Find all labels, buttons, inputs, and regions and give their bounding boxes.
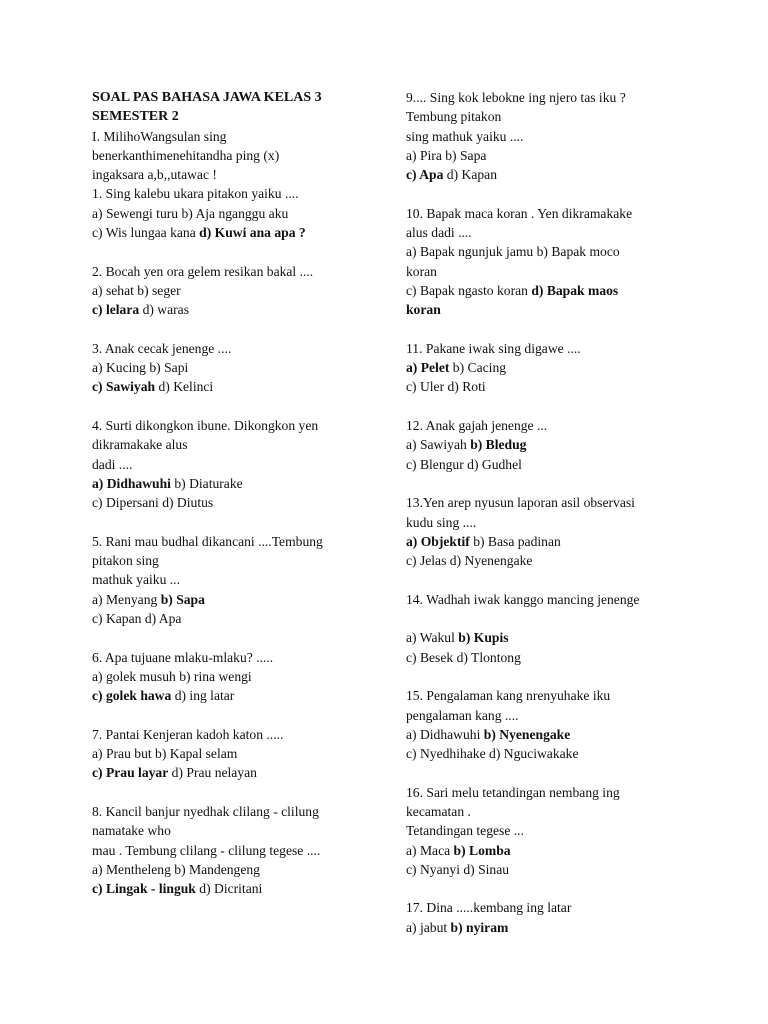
question-16: Tetandingan tegese ... [406,823,524,839]
question-13: 13.Yen arep nyusun laporan asil observasi [406,495,635,511]
document-subtitle: SEMESTER 2 [92,109,179,125]
question-14: 14. Wadhah iwak kanggo mancing jenenge [406,591,640,607]
question-5: 5. Rani mau budhal dikancani ....Tembung [92,533,323,549]
instruction-line: I. MilihoWangsulan sing [92,128,227,144]
instruction-line: ingaksara a,b,,utawac ! [92,167,217,183]
question-6-options: c) golek hawa d) ing latar [92,688,235,704]
question-13-options: c) Jelas d) Nyenengake [406,553,533,569]
question-5-options: a) Menyang b) Sapa [92,591,205,607]
question-13-options: a) Objektif b) Basa padinan [406,533,561,549]
question-5: pitakon sing [92,553,159,569]
question-7-options: a) Prau but b) Kapal selam [92,746,238,762]
question-9-options: c) Apa d) Kapan [406,167,497,183]
question-7: 7. Pantai Kenjeran kadoh katon ..... [92,726,284,742]
question-12-options: a) Sawiyah b) Bledug [406,437,527,453]
question-10-options [406,300,696,319]
answer-key: b) nyiram [450,919,509,935]
answer-key: b) Nyenengake [483,726,571,742]
right-column [406,88,696,937]
answer-key: b) Bledug [470,437,527,453]
question-6: 6. Apa tujuane mlaku-mlaku? ..... [92,649,274,665]
question-16: kecamatan . [406,803,471,819]
question-13: kudu sing .... [406,514,477,530]
question-10-options: a) Bapak ngunjuk jamu b) Bapak moco [406,244,620,260]
question-9: sing mathuk yaiku .... [406,128,524,144]
question-5: mathuk yaiku ... [92,572,180,588]
question-4-options: c) Dipersani d) Diutus [92,495,214,511]
left-column [92,88,378,898]
question-8-options: c) Lingak - linguk d) Dicritani [92,881,263,897]
question-11: 11. Pakane iwak sing digawe .... [406,340,581,356]
question-15: 15. Pengalaman kang nrenyuhake iku [406,688,611,704]
answer-key: a) Objektif [406,533,470,549]
question-11-options: c) Uler d) Roti [406,379,486,395]
question-1: 1. Sing kalebu ukara pitakon yaiku .... [92,186,299,202]
question-7-options: c) Prau layar d) Prau nelayan [92,765,257,781]
question-11-options: a) Pelet b) Cacing [406,360,507,376]
question-9: Tembung pitakon [406,109,502,125]
question-8: 8. Kancil banjur nyedhak clilang - clilung [92,803,319,819]
question-8: namatake who [92,823,171,839]
question-14-options: a) Wakul b) Kupis [406,630,509,646]
question-4-options: a) Didhawuhi b) Diaturake [92,475,243,491]
question-4: dadi .... [92,456,133,472]
answer-key: b) Sapa [160,591,205,607]
question-9: 9.... Sing kok lebokne ing njero tas iku ? [406,90,626,105]
answer-key: c) golek hawa [92,688,172,704]
question-17-options: a) jabut b) nyiram [406,919,509,935]
question-10: 10. Bapak maca koran . Yen dikramakake [406,205,633,221]
question-10-options: koran [406,263,437,279]
question-2: 2. Bocah yen ora gelem resikan bakal .... [92,263,314,279]
document-title: SOAL PAS BAHASA JAWA KELAS 3 [92,90,322,105]
question-1-options: c) Wis lungaa kana d) Kuwi ana apa ? [92,225,306,241]
question-8: mau . Tembung clilang - clilung tegese .... [92,842,321,858]
instruction-line: benerkanthimenehitandha ping (x) [92,147,280,163]
question-4: dikramakake alus [92,437,188,453]
question-16: 16. Sari melu tetandingan nembang ing [406,784,620,800]
answer-key: c) Prau layar [92,765,169,781]
question-2-options: a) sehat b) seger [92,282,181,298]
answer-key: b) Kupis [458,630,509,646]
question-3-options: c) Sawiyah d) Kelinci [92,379,214,395]
question-10-options: c) Bapak ngasto koran d) Bapak maos [406,282,619,298]
answer-key: a) Pelet [406,360,450,376]
answer-key: c) Apa [406,167,444,183]
question-16-options: a) Maca b) Lomba [406,842,511,858]
question-6-options: a) golek musuh b) rina wengi [92,668,252,684]
question-3: 3. Anak cecak jenenge .... [92,340,232,356]
question-2-options: c) lelara d) waras [92,302,190,318]
question-10: alus dadi .... [406,225,472,241]
question-15: pengalaman kang .... [406,707,519,723]
answer-key: b) Lomba [453,842,511,858]
answer-key: a) Didhawuhi [92,475,171,491]
question-17: 17. Dina .....kembang ing latar [406,900,572,916]
question-1-options: a) Sewengi turu b) Aja nganggu aku [92,205,289,221]
question-15-options: c) Nyedhihake d) Nguciwakake [406,746,579,762]
question-5-options: c) Kapan d) Apa [92,611,182,627]
question-4: 4. Surti dikongkon ibune. Dikongkon yen [92,418,319,434]
question-12: 12. Anak gajah jenenge ... [406,418,548,434]
answer-key: d) Kuwi ana apa ? [199,225,306,241]
question-14-options: c) Besek d) Tlontong [406,649,521,665]
answer-key: koran [406,302,441,318]
question-8-options: a) Mentheleng b) Mandengeng [92,861,260,877]
answer-key: c) lelara [92,302,140,318]
answer-key: c) Sawiyah [92,379,156,395]
question-3-options: a) Kucing b) Sapi [92,360,189,376]
question-16-options: c) Nyanyi d) Sinau [406,861,510,877]
answer-key: c) Lingak - linguk [92,881,196,897]
answer-key: d) Bapak maos [531,282,619,298]
question-15-options: a) Didhawuhi b) Nyenengake [406,726,571,742]
question-9-options: a) Pira b) Sapa [406,147,487,163]
question-12-options: c) Blengur d) Gudhel [406,456,522,472]
